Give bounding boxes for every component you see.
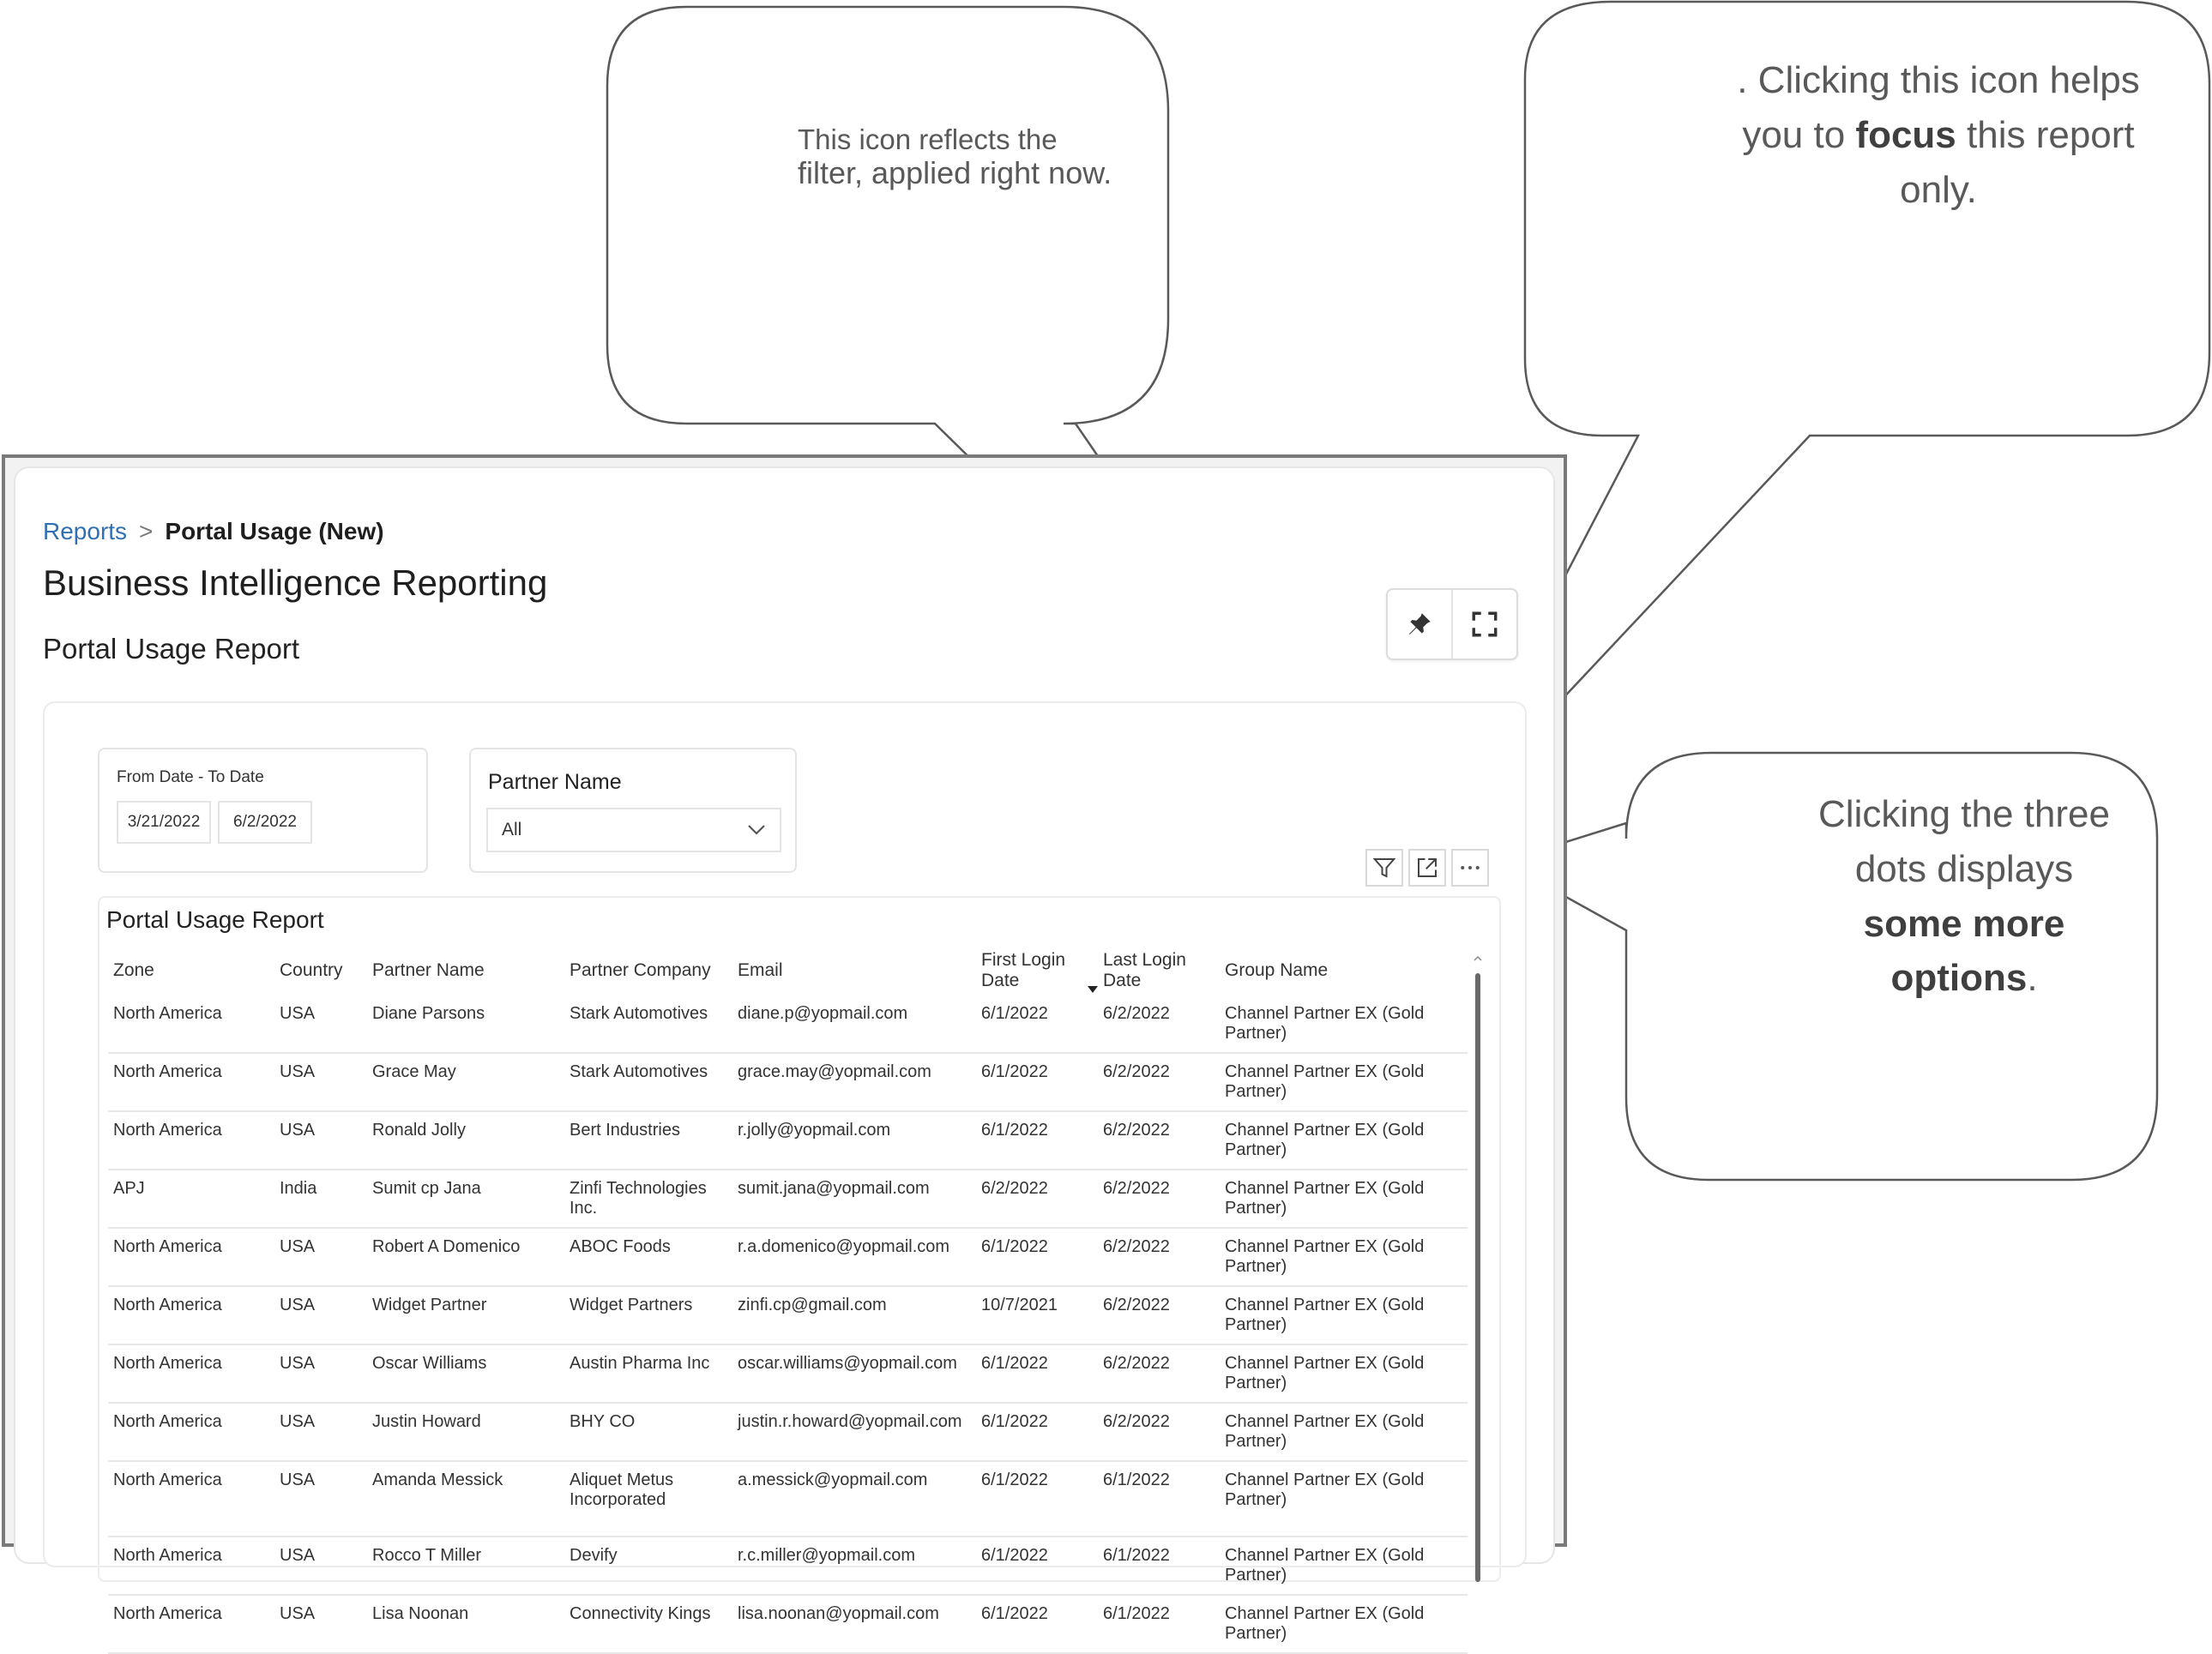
column-header[interactable]: First Login Date <box>981 950 1066 990</box>
from-date-input[interactable]: 3/21/2022 <box>117 801 211 844</box>
table-cell: Amanda Messick <box>367 1461 564 1537</box>
table-cell: 6/1/2022 <box>976 1053 1098 1111</box>
table-cell: Robert A Domenico <box>367 1228 564 1286</box>
table-row[interactable] <box>108 1344 1468 1403</box>
table-cell: USA <box>274 1403 367 1461</box>
table-cell: grace.may@yopmail.com <box>732 1053 976 1111</box>
partner-name-selected: All <box>502 820 522 839</box>
table-row[interactable] <box>108 1228 1468 1286</box>
table-cell: BHY CO <box>564 1403 732 1461</box>
column-header[interactable]: Partner Name <box>372 960 485 980</box>
portal-usage-table-visual <box>98 896 1501 1643</box>
table-cell: North America <box>108 1461 274 1537</box>
table-cell: 6/1/2022 <box>1098 1595 1220 1653</box>
table-cell: Channel Partner EX (Gold Partner) <box>1220 1537 1468 1595</box>
table-cell: USA <box>274 1286 367 1344</box>
table-cell: Grace May <box>367 1053 564 1111</box>
fullscreen-button[interactable] <box>1451 590 1516 659</box>
table-cell: 6/2/2022 <box>1098 992 1220 1053</box>
table-cell: North America <box>108 1228 274 1286</box>
table-cell: Connectivity Kings <box>564 1595 732 1653</box>
table-cell: Channel Partner EX (Gold Partner) <box>1220 1111 1468 1170</box>
table-cell: Ronald Jolly <box>367 1111 564 1170</box>
table-cell: Channel Partner EX (Gold Partner) <box>1220 1461 1468 1537</box>
screenshot-frame <box>2 454 1567 1643</box>
table-cell: 6/2/2022 <box>1098 1403 1220 1461</box>
table-cell: USA <box>274 1461 367 1537</box>
table-row[interactable] <box>108 1170 1468 1228</box>
table-cell: Oscar Williams <box>367 1344 564 1403</box>
table-row[interactable] <box>108 1461 1468 1537</box>
table-cell: Channel Partner EX (Gold Partner) <box>1220 1286 1468 1344</box>
table-cell: 6/2/2022 <box>1098 1170 1220 1228</box>
table-cell: Aliquet Metus Incorporated <box>564 1461 732 1537</box>
callout-options-text: Clicking the three dots displays some more options. <box>1818 793 2110 1000</box>
table-cell: 6/1/2022 <box>1098 1537 1220 1595</box>
scrollbar-thumb[interactable] <box>1475 973 1480 1582</box>
table-cell: USA <box>274 1111 367 1170</box>
table-cell: 6/1/2022 <box>976 1595 1098 1653</box>
table-row[interactable] <box>108 1595 1468 1653</box>
breadcrumb-current: Portal Usage (New) <box>165 518 384 544</box>
table-cell: Stark Automotives <box>564 1053 732 1111</box>
table-cell: ABOC Foods <box>564 1228 732 1286</box>
table-cell: justin.r.howard@yopmail.com <box>732 1403 976 1461</box>
sort-descending-icon <box>1087 985 1099 994</box>
table-cell: lisa.noonan@yopmail.com <box>732 1595 976 1653</box>
table-cell: North America <box>108 1595 274 1653</box>
table-row[interactable] <box>108 1111 1468 1170</box>
table-cell: Justin Howard <box>367 1403 564 1461</box>
table-cell: 6/2/2022 <box>976 1170 1098 1228</box>
breadcrumb-reports-link[interactable]: Reports <box>43 518 128 544</box>
table-cell: North America <box>108 1403 274 1461</box>
table-cell: Devify <box>564 1537 732 1595</box>
page-actions <box>1386 588 1518 660</box>
column-header[interactable]: Group Name <box>1225 960 1329 980</box>
table-cell: 10/7/2021 <box>976 1286 1098 1344</box>
table-cell: 6/2/2022 <box>1098 1111 1220 1170</box>
table-cell: sumit.jana@yopmail.com <box>732 1170 976 1228</box>
table-cell: 6/2/2022 <box>1098 1344 1220 1403</box>
column-header[interactable]: Country <box>280 960 343 980</box>
scroll-up-icon[interactable] <box>1472 953 1484 965</box>
partner-name-filter <box>469 748 797 873</box>
column-header[interactable]: Email <box>738 960 783 980</box>
table-cell: Channel Partner EX (Gold Partner) <box>1220 1228 1468 1286</box>
table-cell: North America <box>108 992 274 1053</box>
table-title: Portal Usage Report <box>106 906 324 933</box>
column-header[interactable]: Partner Company <box>570 960 711 980</box>
table-row[interactable] <box>108 1537 1468 1595</box>
partner-name-dropdown[interactable] <box>486 808 781 852</box>
table-cell: Channel Partner EX (Gold Partner) <box>1220 1053 1468 1111</box>
table-cell: USA <box>274 1344 367 1403</box>
table-cell: 6/2/2022 <box>1098 1228 1220 1286</box>
filter-icon <box>1371 855 1397 881</box>
report-page <box>14 466 1555 1643</box>
table-cell: USA <box>274 1053 367 1111</box>
visual-header-icons <box>1365 849 1489 887</box>
table-cell: Sumit cp Jana <box>367 1170 564 1228</box>
table-cell: Bert Industries <box>564 1111 732 1170</box>
table-row[interactable] <box>108 1286 1468 1344</box>
table-cell: Widget Partners <box>564 1286 732 1344</box>
more-options-icon <box>1457 855 1483 881</box>
table-cell: USA <box>274 1228 367 1286</box>
date-range-label: From Date - To Date <box>117 768 264 786</box>
table-cell: APJ <box>108 1170 274 1228</box>
table-cell: North America <box>108 1053 274 1111</box>
table-cell: Austin Pharma Inc <box>564 1344 732 1403</box>
table-cell: diane.p@yopmail.com <box>732 992 976 1053</box>
table-cell: 6/1/2022 <box>976 1461 1098 1537</box>
table-cell: r.jolly@yopmail.com <box>732 1111 976 1170</box>
focus-mode-button[interactable] <box>1408 849 1446 887</box>
column-header[interactable]: Last Login Date <box>1103 950 1186 990</box>
expand-icon <box>1470 610 1499 639</box>
table-cell: Channel Partner EX (Gold Partner) <box>1220 1344 1468 1403</box>
table-cell: zinfi.cp@gmail.com <box>732 1286 976 1344</box>
chevron-down-icon <box>747 824 766 836</box>
callout-filter-text: This icon reflects the filter, applied right now. <box>798 123 1112 190</box>
table-cell: 6/2/2022 <box>1098 1053 1220 1111</box>
filter-button[interactable] <box>1365 849 1403 887</box>
table-cell: 6/1/2022 <box>976 1344 1098 1403</box>
table-cell: North America <box>108 1286 274 1344</box>
table-cell: Widget Partner <box>367 1286 564 1344</box>
table-cell: Channel Partner EX (Gold Partner) <box>1220 1595 1468 1653</box>
table-cell: North America <box>108 1537 274 1595</box>
focus-mode-icon <box>1414 855 1440 881</box>
page-title: Business Intelligence Reporting <box>43 562 548 603</box>
pin-icon <box>1405 610 1434 639</box>
table-row[interactable] <box>108 1403 1468 1461</box>
table-cell: USA <box>274 1595 367 1653</box>
page-subtitle: Portal Usage Report <box>43 633 299 665</box>
table-cell: Diane Parsons <box>367 992 564 1053</box>
table-cell: 6/1/2022 <box>976 1111 1098 1170</box>
table-cell: Lisa Noonan <box>367 1595 564 1653</box>
date-range-filter <box>98 748 428 873</box>
partner-name-label: Partner Name <box>488 770 622 794</box>
breadcrumb <box>43 518 384 545</box>
table-cell: r.a.domenico@yopmail.com <box>732 1228 976 1286</box>
table-cell: Channel Partner EX (Gold Partner) <box>1220 1403 1468 1461</box>
table-cell: a.messick@yopmail.com <box>732 1461 976 1537</box>
table-cell: Zinfi Technologies Inc. <box>564 1170 732 1228</box>
callout-focus-text: . Clicking this icon helps you to focus this report only. <box>1737 59 2140 211</box>
table-cell: India <box>274 1170 367 1228</box>
column-header[interactable]: Zone <box>113 960 154 980</box>
table-cell: Channel Partner EX (Gold Partner) <box>1220 992 1468 1053</box>
chevron-right-icon: > <box>139 518 154 544</box>
table-cell: 6/1/2022 <box>976 992 1098 1053</box>
table-row[interactable] <box>108 992 1468 1053</box>
table-cell: r.c.miller@yopmail.com <box>732 1537 976 1595</box>
table-cell: Rocco T Miller <box>367 1537 564 1595</box>
table-cell: 6/1/2022 <box>1098 1461 1220 1537</box>
table-cell: North America <box>108 1344 274 1403</box>
table-cell: USA <box>274 992 367 1053</box>
table-cell: 6/1/2022 <box>976 1537 1098 1595</box>
table-cell: North America <box>108 1111 274 1170</box>
more-options-button[interactable] <box>1451 849 1489 887</box>
report-container <box>43 701 1527 1643</box>
table-header-row <box>108 949 1468 992</box>
table-cell: 6/1/2022 <box>976 1403 1098 1461</box>
table-cell: oscar.williams@yopmail.com <box>732 1344 976 1403</box>
to-date-input[interactable]: 6/2/2022 <box>218 801 312 844</box>
table-cell: USA <box>274 1537 367 1595</box>
table-cell: Stark Automotives <box>564 992 732 1053</box>
table-cell: Channel Partner EX (Gold Partner) <box>1220 1170 1468 1228</box>
table-row[interactable] <box>108 1053 1468 1111</box>
table-cell: 6/1/2022 <box>976 1228 1098 1286</box>
portal-usage-table <box>108 949 1468 1654</box>
table-scrollbar[interactable] <box>1472 947 1484 1582</box>
table-cell: 6/2/2022 <box>1098 1286 1220 1344</box>
pin-button[interactable] <box>1388 590 1451 659</box>
